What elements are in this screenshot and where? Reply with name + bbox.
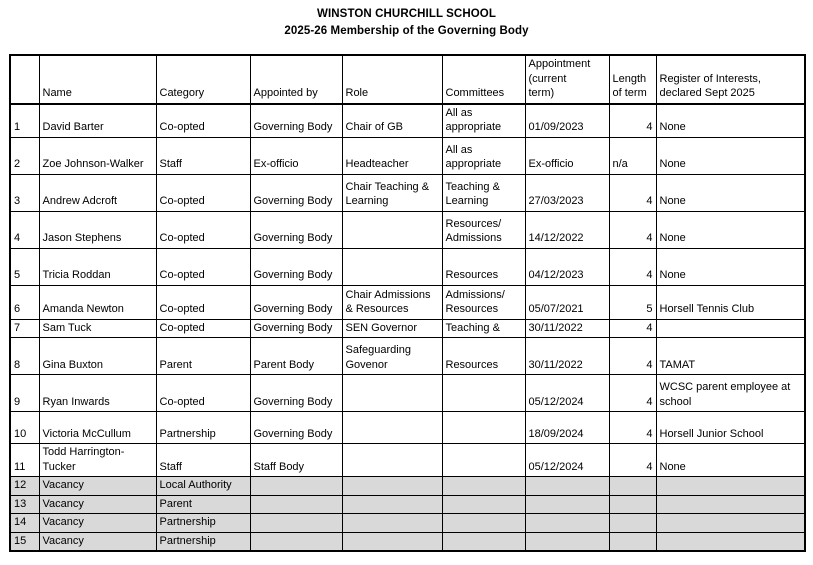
cell-role [342,514,442,533]
cell-category: Staff [156,137,250,174]
document-titles [0,0,813,40]
cell-row-number: 1 [10,104,39,138]
table-header [10,55,805,104]
cell-row-number: 12 [10,477,39,496]
cell-role [342,495,442,514]
cell-appointment: 05/12/2024 [525,375,609,412]
cell-category: Co-opted [156,174,250,211]
table-row [10,211,805,248]
table-row [10,375,805,412]
table-row [10,248,805,285]
cell-appointment: 27/03/2023 [525,174,609,211]
cell-appointment: 05/07/2021 [525,285,609,319]
cell-appointed-by: Governing Body [250,211,342,248]
cell-appointed-by: Parent Body [250,338,342,375]
cell-appointed-by: Governing Body [250,174,342,211]
cell-role: Chair Teaching & Learning [342,174,442,211]
cell-length-of-term: 4 [609,319,656,338]
cell-appointment [525,514,609,533]
cell-category: Co-opted [156,375,250,412]
cell-register-of-interests [656,477,805,496]
cell-committees [442,412,525,444]
cell-row-number: 14 [10,514,39,533]
cell-length-of-term: 5 [609,285,656,319]
cell-row-number: 4 [10,211,39,248]
cell-length-of-term: 4 [609,444,656,477]
header-appointment-line2: (current [528,72,567,85]
cell-row-number: 10 [10,412,39,444]
cell-register-of-interests: None [656,211,805,248]
cell-length-of-term: 4 [609,174,656,211]
cell-name: Tricia Roddan [39,248,156,285]
cell-length-of-term [609,514,656,533]
cell-name: David Barter [39,104,156,138]
governing-body-table-container [9,54,804,552]
cell-role: SEN Governor [342,319,442,338]
cell-register-of-interests: Horsell Junior School [656,412,805,444]
cell-register-of-interests: None [656,137,805,174]
cell-role [342,248,442,285]
cell-register-of-interests: None [656,104,805,138]
cell-row-number: 15 [10,532,39,551]
table-row [10,137,805,174]
cell-length-of-term [609,532,656,551]
header-appointed-by: Appointed by [250,55,342,104]
header-committees: Committees [442,55,525,104]
table-header-row [10,55,805,104]
cell-committees: Admissions/ Resources [442,285,525,319]
cell-register-of-interests [656,495,805,514]
cell-committees [442,495,525,514]
cell-category: Parent [156,338,250,375]
cell-appointment: 18/09/2024 [525,412,609,444]
cell-row-number: 5 [10,248,39,285]
table-row [10,495,805,514]
cell-appointed-by [250,477,342,496]
cell-row-number: 3 [10,174,39,211]
cell-appointed-by: Governing Body [250,104,342,138]
cell-category: Co-opted [156,104,250,138]
cell-committees [442,375,525,412]
cell-length-of-term [609,495,656,514]
cell-role [342,211,442,248]
header-length-line1: Length [612,72,647,85]
cell-committees: Teaching & [442,319,525,338]
cell-category: Co-opted [156,285,250,319]
cell-role: Chair Admissions & Resources [342,285,442,319]
cell-appointed-by: Governing Body [250,248,342,285]
cell-category: Co-opted [156,248,250,285]
cell-register-of-interests [656,319,805,338]
table-row [10,477,805,496]
cell-appointed-by: Governing Body [250,285,342,319]
cell-name: Gina Buxton [39,338,156,375]
table-row [10,319,805,338]
cell-row-number: 2 [10,137,39,174]
table-row [10,412,805,444]
cell-appointment: 30/11/2022 [525,319,609,338]
cell-appointed-by [250,532,342,551]
cell-row-number: 11 [10,444,39,477]
table-row [10,532,805,551]
cell-register-of-interests: None [656,174,805,211]
cell-register-of-interests: WCSC parent employee at school [656,375,805,412]
table-row [10,514,805,533]
cell-committees: Resources/ Admissions [442,211,525,248]
governing-body-table [9,54,806,552]
cell-name: Jason Stephens [39,211,156,248]
cell-committees [442,514,525,533]
cell-length-of-term [609,477,656,496]
header-register-line2: declared Sept 2025 [659,87,755,99]
cell-name: Amanda Newton [39,285,156,319]
header-length-line2: of term [612,87,647,99]
cell-row-number: 9 [10,375,39,412]
cell-register-of-interests: None [656,248,805,285]
cell-role [342,532,442,551]
cell-name: Vacancy [39,477,156,496]
cell-register-of-interests: Horsell Tennis Club [656,285,805,319]
cell-appointed-by [250,495,342,514]
table-row [10,285,805,319]
cell-role: Safeguarding Govenor [342,338,442,375]
cell-row-number: 8 [10,338,39,375]
cell-appointment: 01/09/2023 [525,104,609,138]
cell-row-number: 6 [10,285,39,319]
table-row [10,174,805,211]
cell-name: Sam Tuck [39,319,156,338]
cell-name: Vacancy [39,514,156,533]
cell-category: Partnership [156,412,250,444]
cell-category: Co-opted [156,211,250,248]
cell-committees: All as appropriate [442,104,525,138]
cell-category: Partnership [156,532,250,551]
cell-appointment [525,495,609,514]
cell-appointment: 05/12/2024 [525,444,609,477]
cell-length-of-term: 4 [609,248,656,285]
cell-register-of-interests: TAMAT [656,338,805,375]
cell-committees [442,444,525,477]
cell-appointment: 14/12/2022 [525,211,609,248]
header-length-of-term [609,55,656,104]
cell-committees: Resources [442,338,525,375]
cell-appointment: 30/11/2022 [525,338,609,375]
cell-role [342,375,442,412]
cell-row-number: 13 [10,495,39,514]
cell-name: Andrew Adcroft [39,174,156,211]
cell-appointment [525,477,609,496]
cell-category: Co-opted [156,319,250,338]
cell-length-of-term: 4 [609,375,656,412]
header-appointment-line1: Appointment [528,58,591,70]
cell-length-of-term: 4 [609,412,656,444]
cell-register-of-interests: None [656,444,805,477]
cell-appointed-by: Governing Body [250,319,342,338]
cell-appointed-by: Staff Body [250,444,342,477]
cell-register-of-interests [656,532,805,551]
cell-length-of-term: 4 [609,338,656,375]
cell-name: Victoria McCullum [39,412,156,444]
cell-role: Chair of GB [342,104,442,138]
header-appointment-line3: term) [528,87,555,99]
page-title: WINSTON CHURCHILL SCHOOL [317,8,496,20]
cell-register-of-interests [656,514,805,533]
cell-name: Todd Harrington-Tucker [39,444,156,477]
cell-category: Partnership [156,514,250,533]
cell-appointment [525,532,609,551]
header-register-of-interests [656,55,805,104]
header-role: Role [342,55,442,104]
cell-appointment: 04/12/2023 [525,248,609,285]
cell-name: Zoe Johnson-Walker [39,137,156,174]
header-name: Name [39,55,156,104]
cell-committees [442,532,525,551]
cell-committees [442,477,525,496]
header-number [10,55,39,104]
cell-role [342,412,442,444]
cell-name: Ryan Inwards [39,375,156,412]
cell-name: Vacancy [39,495,156,514]
cell-category: Local Authority [156,477,250,496]
cell-length-of-term: 4 [609,211,656,248]
cell-committees: Teaching & Learning [442,174,525,211]
cell-committees: All as appropriate [442,137,525,174]
cell-appointed-by: Ex-officio [250,137,342,174]
cell-role [342,444,442,477]
cell-category: Staff [156,444,250,477]
cell-appointment: Ex-officio [525,137,609,174]
table-row [10,338,805,375]
page-subtitle: 2025-26 Membership of the Governing Body [284,25,529,37]
cell-role [342,477,442,496]
cell-appointed-by: Governing Body [250,375,342,412]
cell-committees: Resources [442,248,525,285]
cell-category: Parent [156,495,250,514]
cell-name: Vacancy [39,532,156,551]
cell-length-of-term: 4 [609,104,656,138]
header-register-line1: Register of Interests, [659,72,761,85]
header-appointment [525,55,609,104]
cell-appointed-by: Governing Body [250,412,342,444]
table-row [10,104,805,138]
cell-appointed-by [250,514,342,533]
cell-role: Headteacher [342,137,442,174]
cell-length-of-term: n/a [609,137,656,174]
table-body [10,104,805,552]
cell-row-number: 7 [10,319,39,338]
header-category: Category [156,55,250,104]
table-row [10,444,805,477]
